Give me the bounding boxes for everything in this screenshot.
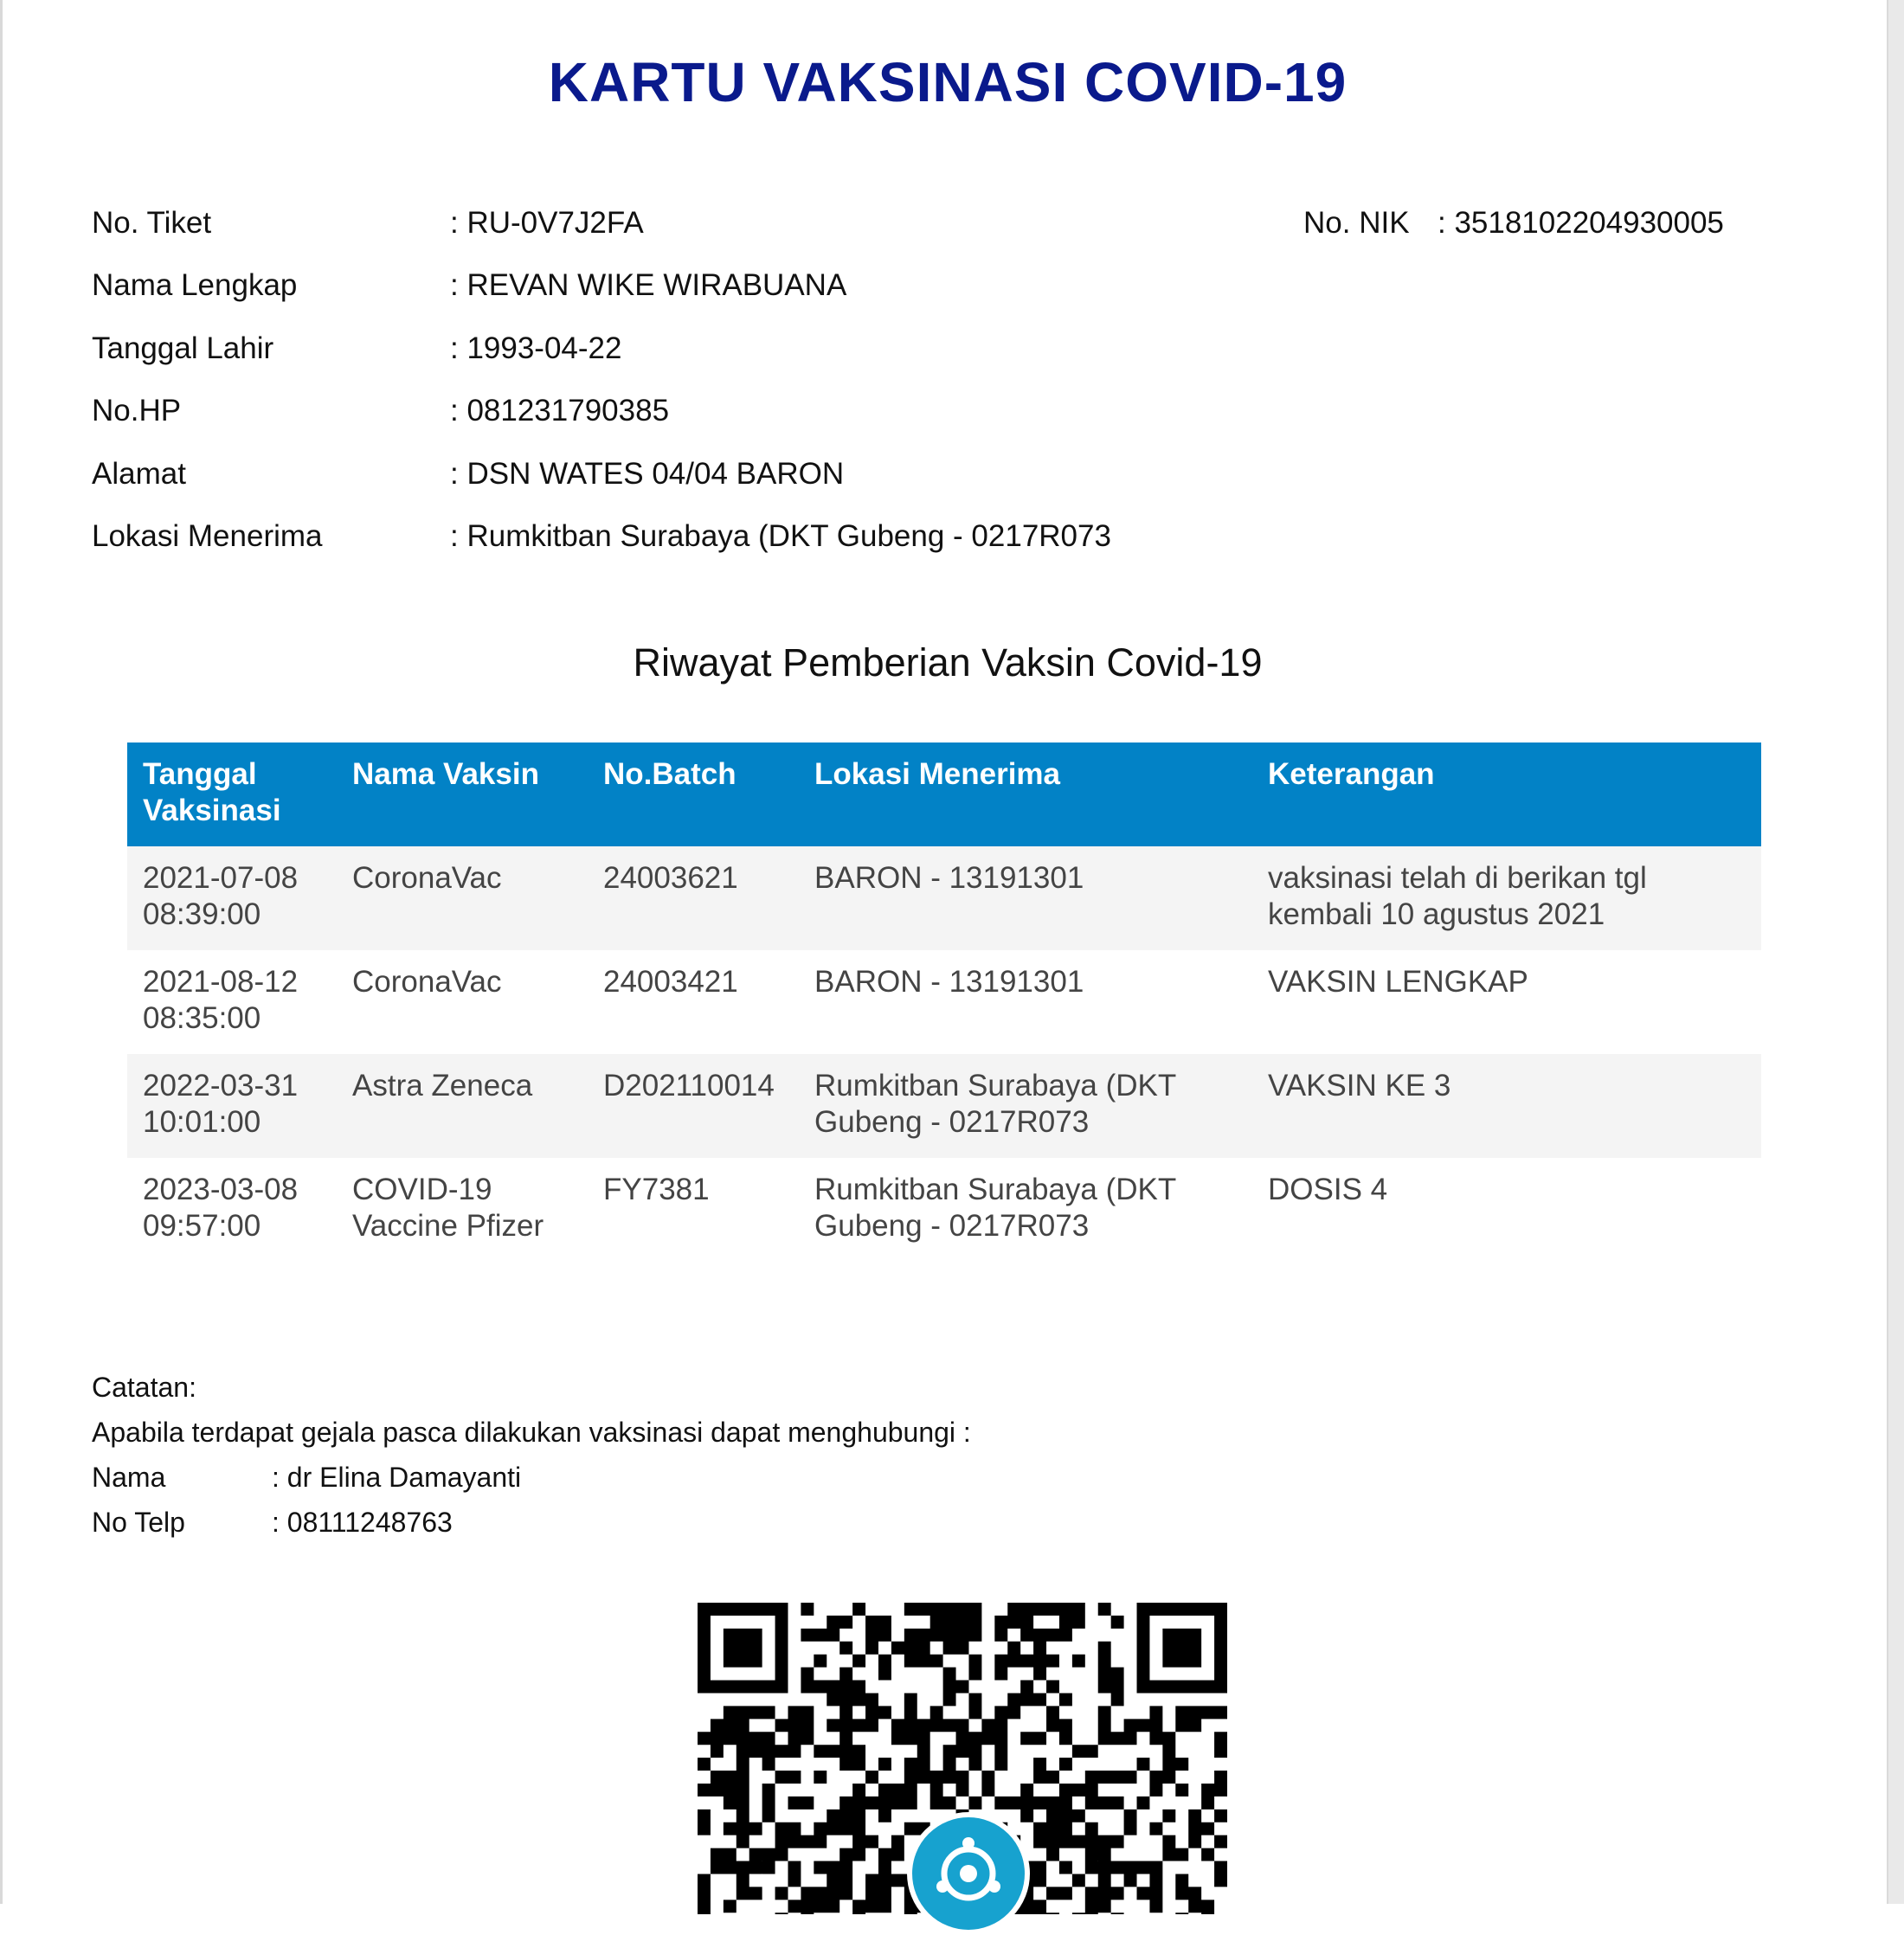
notes-heading: Catatan: — [92, 1372, 196, 1403]
field-value: : 1993-04-22 — [450, 331, 622, 365]
cell-vaccine: COVID-19 Vaccine Pfizer — [337, 1158, 588, 1262]
contact-phone-label: No Telp — [92, 1507, 185, 1538]
time-text: 08:39:00 — [143, 897, 261, 931]
table-row — [127, 950, 1761, 1054]
contact-name-label: Nama — [92, 1462, 166, 1493]
qr-center-logo-icon — [907, 1812, 1030, 1935]
contact-phone — [92, 1507, 453, 1539]
field-label: No. Tiket — [92, 206, 212, 240]
header-vaccine: Nama Vaksin — [337, 742, 588, 846]
qr-finder-pattern — [698, 1603, 788, 1693]
cell-vaccine: CoronaVac — [337, 846, 588, 950]
field-value: : RU-0V7J2FA — [450, 206, 644, 240]
header-location: Lokasi Menerima — [799, 742, 1252, 846]
time-text: 10:01:00 — [143, 1105, 261, 1139]
date-text: 2022-03-31 — [143, 1069, 299, 1102]
cell-note: vaksinasi telah di berikan tgl kembali 10 agustus 2021 — [1252, 846, 1761, 950]
cell-location: BARON - 13191301 — [799, 846, 1252, 950]
time-text: 08:35:00 — [143, 1001, 261, 1035]
time-text: 09:57:00 — [143, 1209, 261, 1243]
date-text: 2021-08-12 — [143, 965, 299, 999]
header-batch: No.Batch — [588, 742, 799, 846]
cell-vaccine: CoronaVac — [337, 950, 588, 1054]
cell-date — [127, 1054, 337, 1158]
qr-finder-pattern — [1137, 1603, 1227, 1693]
cell-location: BARON - 13191301 — [799, 950, 1252, 1054]
vaccination-history-table — [127, 742, 1761, 1262]
cell-batch: D202110014 — [588, 1054, 799, 1158]
cell-batch: 24003621 — [588, 846, 799, 950]
page-edge — [0, 0, 3, 1904]
field-value: : Rumkitban Surabaya (DKT Gubeng - 0217R073 — [450, 519, 1111, 553]
field-label: No.HP — [92, 394, 182, 428]
notes-text: Apabila terdapat gejala pasca dilakukan vaksinasi dapat menghubungi : — [92, 1417, 971, 1448]
table-row — [127, 1158, 1761, 1262]
field-value: : DSN WATES 04/04 BARON — [450, 457, 845, 491]
table-row — [127, 846, 1761, 950]
cell-date — [127, 1158, 337, 1262]
card-title: KARTU VAKSINASI COVID-19 — [548, 51, 1348, 113]
cell-location: Rumkitban Surabaya (DKT Gubeng - 0217R073 — [799, 1054, 1252, 1158]
cell-date — [127, 846, 337, 950]
scrollbar-gutter — [1887, 0, 1904, 1904]
cell-note: VAKSIN LENGKAP — [1252, 950, 1761, 1054]
field-label: Lokasi Menerima — [92, 519, 323, 553]
cell-date — [127, 950, 337, 1054]
field-label: Nama Lengkap — [92, 268, 298, 302]
nik-value: : 3518102204930005 — [1438, 206, 1724, 240]
cell-location: Rumkitban Surabaya (DKT Gubeng - 0217R073 — [799, 1158, 1252, 1262]
header-note: Keterangan — [1252, 742, 1761, 846]
nik-label: No. NIK — [1303, 206, 1410, 240]
field-label: Alamat — [92, 457, 186, 491]
date-text: 2023-03-08 — [143, 1173, 299, 1206]
field-label: Tanggal Lahir — [92, 331, 274, 365]
cell-batch: 24003421 — [588, 950, 799, 1054]
header-date: Tanggal Vaksinasi — [127, 742, 337, 846]
field-value: : REVAN WIKE WIRABUANA — [450, 268, 847, 302]
cell-batch: FY7381 — [588, 1158, 799, 1262]
cell-note: VAKSIN KE 3 — [1252, 1054, 1761, 1158]
contact-name-value: : dr Elina Damayanti — [272, 1462, 522, 1493]
contact-phone-value: : 08111248763 — [272, 1507, 453, 1538]
cell-vaccine: Astra Zeneca — [337, 1054, 588, 1158]
table-header-row — [127, 742, 1761, 846]
cell-note: DOSIS 4 — [1252, 1158, 1761, 1262]
history-title: Riwayat Pemberian Vaksin Covid-19 — [633, 640, 1263, 685]
field-value: : 081231790385 — [450, 394, 670, 428]
logo-glyph — [912, 1817, 1025, 1930]
table-row — [127, 1054, 1761, 1158]
date-text: 2021-07-08 — [143, 861, 299, 895]
contact-name — [92, 1462, 522, 1494]
